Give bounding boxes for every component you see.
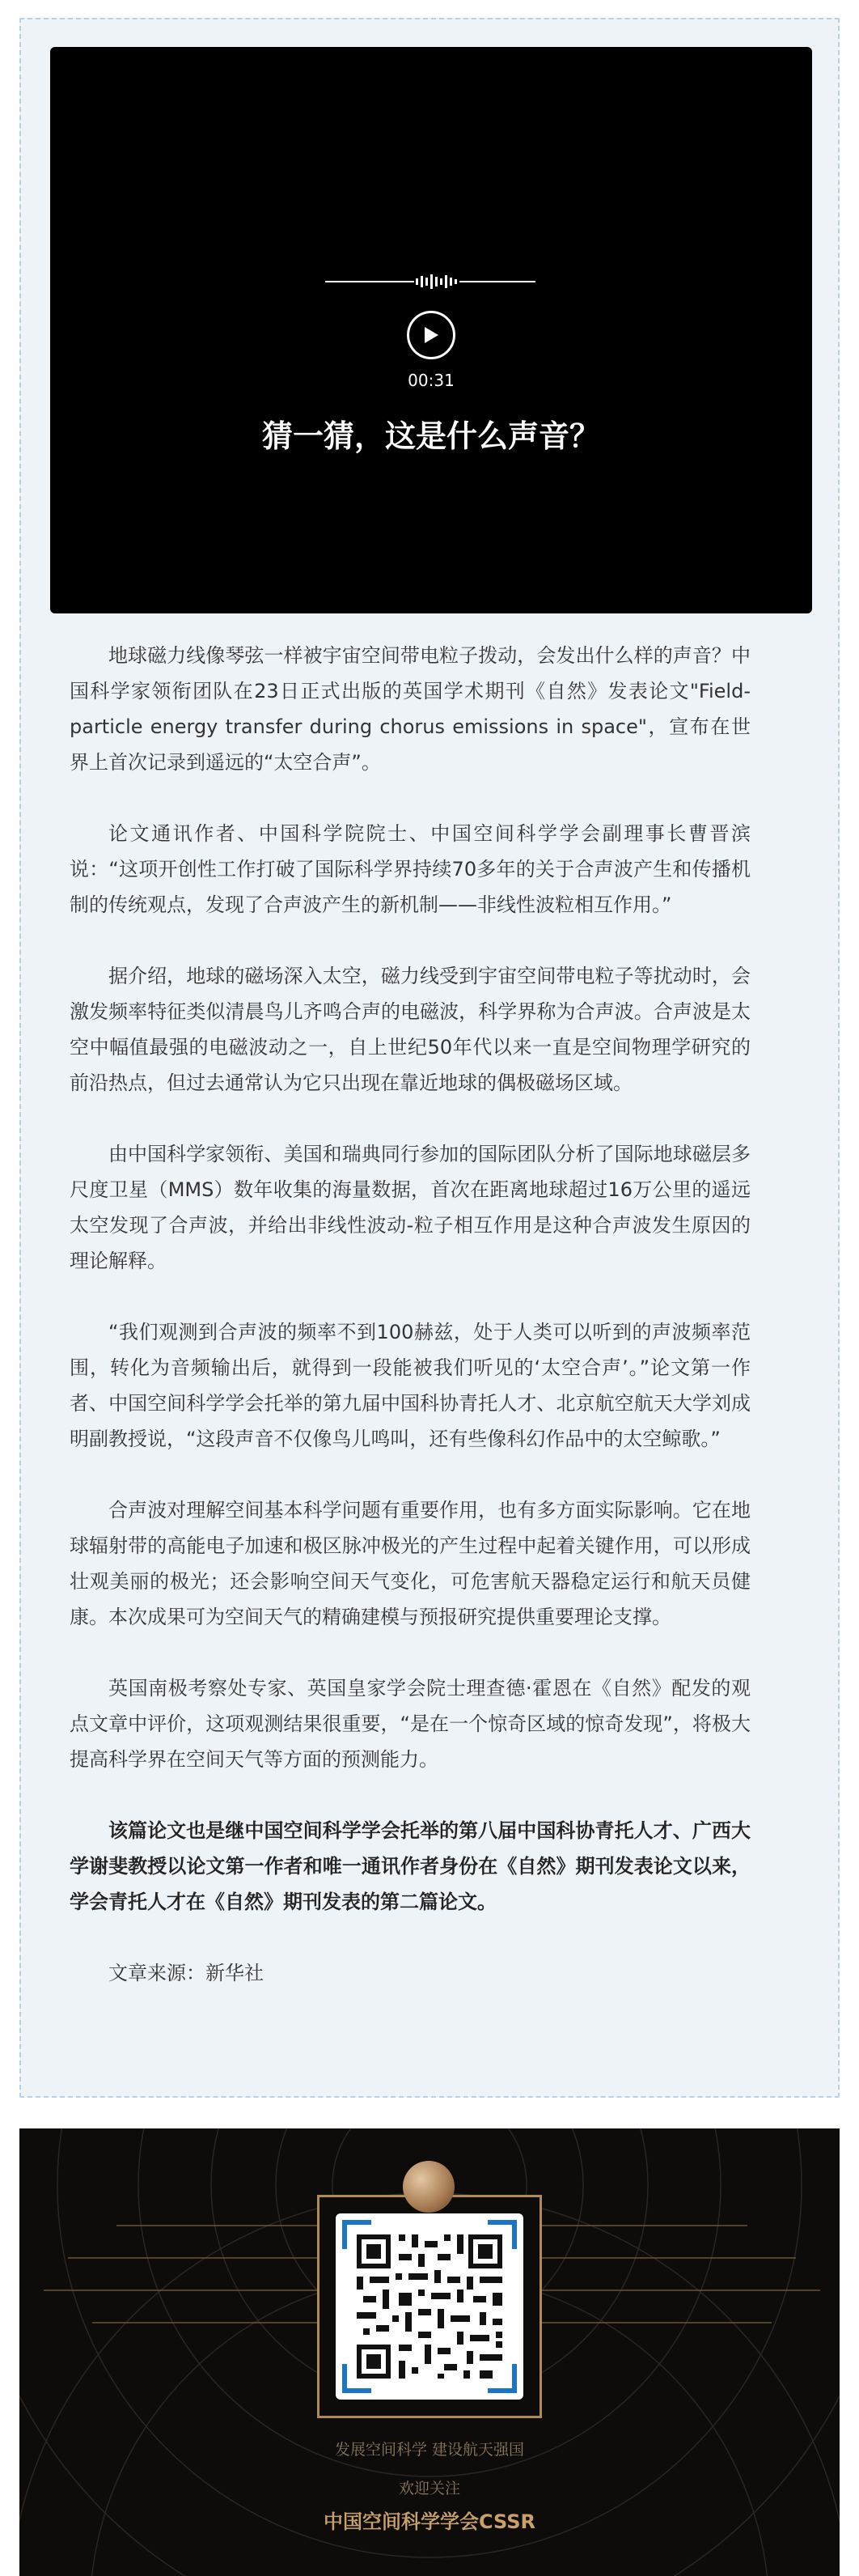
- video-title: 猜一猜，这是什么声音？: [261, 418, 600, 454]
- play-button[interactable]: [407, 311, 455, 359]
- article-paragraph: 由中国科学家领衔、美国和瑞典同行参加的国际团队分析了国际地球磁层多尺度卫星（MMS）数年收集的海量数据，首次在距离地球超过16万公里的遥远太空发现了合声波，并给出非线性波动-粒子相互作用是这种合声波发生原因的理论解释。: [70, 1143, 751, 1272]
- article-paragraph: “我们观测到合声波的频率不到100赫兹，处于人类可以听到的声波频率范围，转化为音频输出后，就得到一段能被我们听见的‘太空合声’。”论文第一作者、中国空间科学学会托举的第九届中国科协青托人才、北京航空航天大学刘成明副教授说，“这段声音不仅像鸟儿鸣叫，还有些像科幻作品中的太空鲸歌。”: [70, 1321, 751, 1450]
- video-duration: 00:31: [408, 371, 455, 390]
- footer-banner: [19, 2128, 840, 2576]
- qr-code[interactable]: [336, 2213, 523, 2400]
- play-icon: [422, 325, 440, 345]
- footer-welcome: 欢迎关注: [398, 2480, 460, 2497]
- article-paragraph: 地球磁力线像琴弦一样被宇宙空间带电粒子拨动，会发出什么样的声音？中国科学家领衔团队在23日正式出版的英国学术期刊《自然》发表论文"Field-particle energy transfer during chorus emissions in space"，宣布在世界上首次记录到遥远的“太空合声”。: [70, 644, 751, 774]
- audio-waveform: [325, 274, 535, 290]
- footer-brand: 中国空间科学学会CSSR: [323, 2510, 536, 2533]
- article-paragraph: 论文通讯作者、中国科学院院士、中国空间科学学会副理事长曹晋滨说：“这项开创性工作打破了国际科学界持续70多年的关于合声波产生和传播机制的传统观点，发现了合声波产生的新机制——非线性波粒相互作用。”: [70, 822, 751, 916]
- footer-slogan: 发展空间科学 建设航天强国: [334, 2441, 525, 2459]
- qr-code-frame: [317, 2195, 542, 2418]
- article-paragraph-highlight: 该篇论文也是继中国空间科学学会托举的第八届中国科协青托人才、广西大学谢斐教授以论文第一作者和唯一通讯作者身份在《自然》期刊发表论文以来，学会青托人才在《自然》期刊发表的第二篇论文。: [70, 1819, 751, 1913]
- article-paragraph: 英国南极考察处专家、英国皇家学会院士理查德·霍恩在《自然》配发的观点文章中评价，这项观测结果很重要，“是在一个惊奇区域的惊奇发现”，将极大提高科学界在空间天气等方面的预测能力。: [70, 1677, 751, 1771]
- article-body: [70, 638, 751, 1991]
- article-source: 文章来源：新华社: [108, 1962, 264, 1984]
- article-paragraph: 据介绍，地球的磁场深入太空，磁力线受到宇宙空间带电粒子等扰动时，会激发频率特征类似清晨鸟儿齐鸣合声的电磁波，科学界称为合声波。合声波是太空中幅值最强的电磁波动之一，自上世纪50年代以来一直是空间物理学研究的前沿热点，但过去通常认为它只出现在靠近地球的偶极磁场区域。: [70, 965, 751, 1094]
- article-paragraph: 合声波对理解空间基本科学问题有重要作用，也有多方面实际影响。它在地球辐射带的高能电子加速和极区脉冲极光的产生过程中起着关键作用，可以形成壮观美丽的极光；还会影响空间天气变化，可危害航天器稳定运行和航天员健康。本次成果可为空间天气的精确建模与预报研究提供重要理论支撑。: [70, 1499, 751, 1628]
- qr-code-pattern: [336, 2213, 523, 2400]
- video-player[interactable]: [50, 47, 812, 613]
- planet-decoration: [403, 2161, 455, 2213]
